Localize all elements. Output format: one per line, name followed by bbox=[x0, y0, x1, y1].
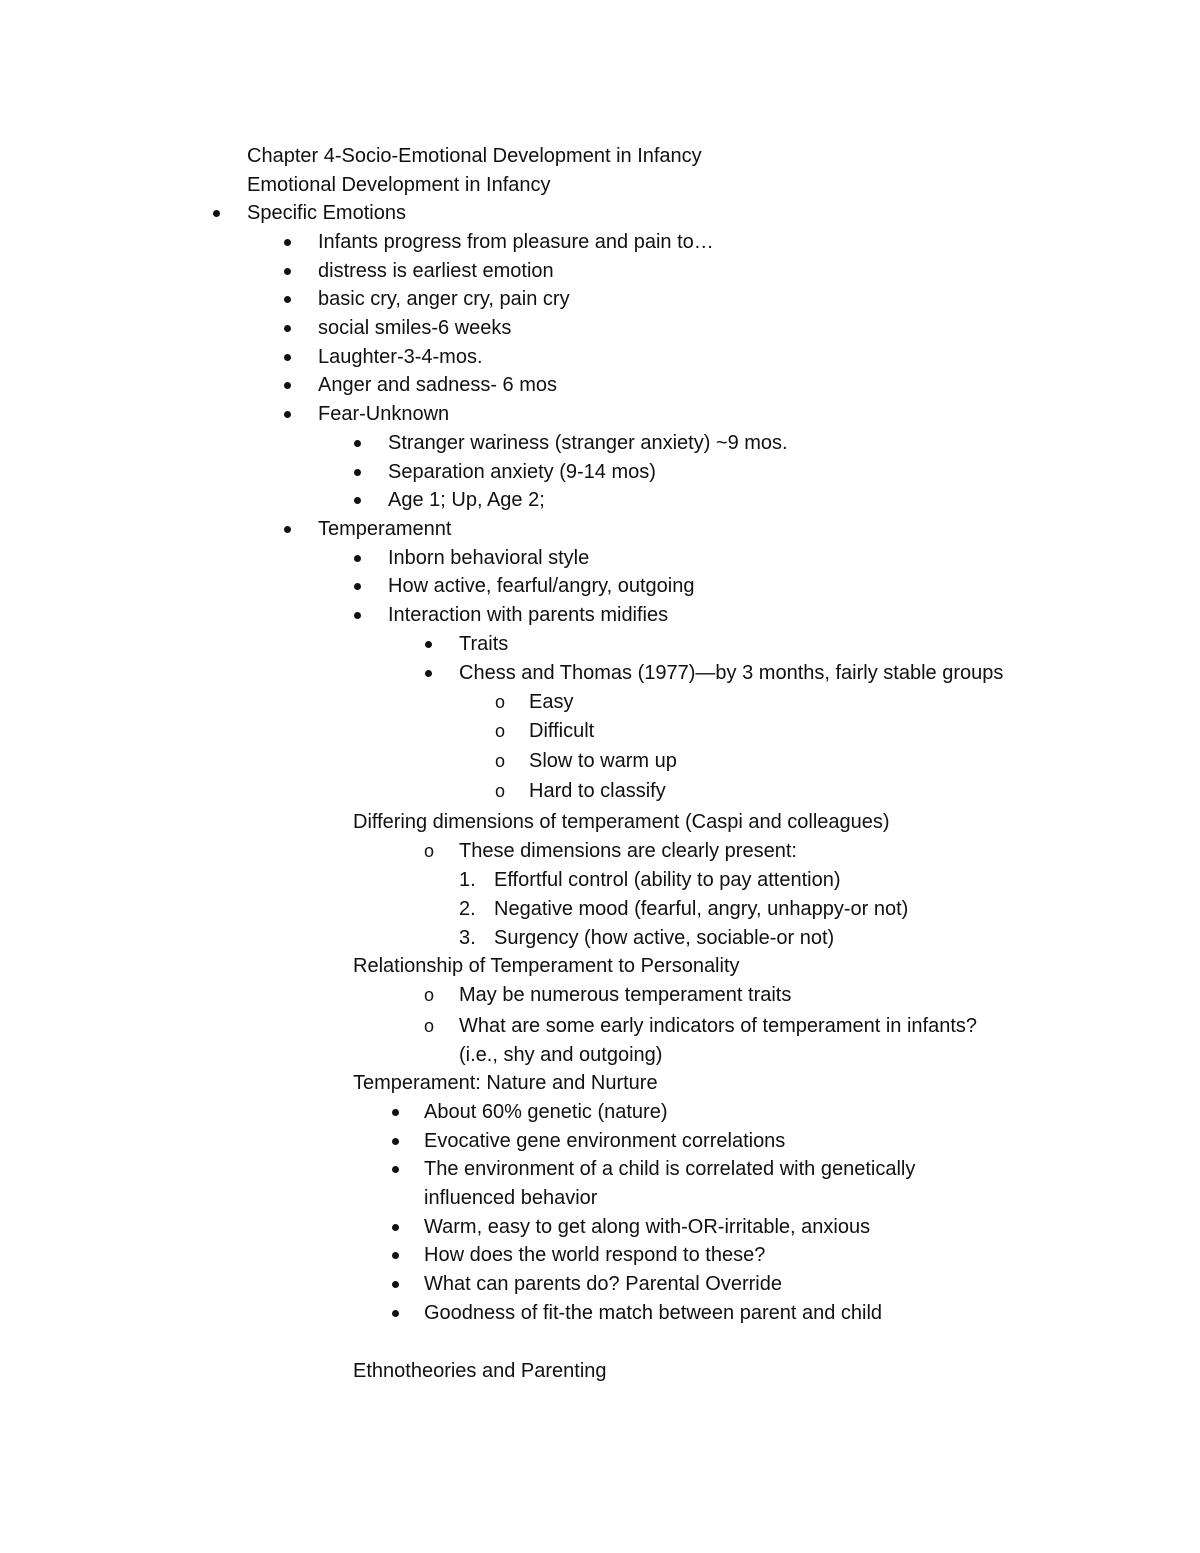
specific-emotions-label: Specific Emotions bbox=[247, 202, 406, 224]
list-item: Warm, easy to get along with-OR-irritable, anxious bbox=[424, 1216, 871, 1238]
list-item: Traits bbox=[459, 633, 509, 655]
bullet-icon bbox=[284, 239, 291, 246]
list-item: Effortful control (ability to pay attention) bbox=[494, 869, 841, 891]
bullet-icon bbox=[392, 1252, 399, 1259]
bullet-icon bbox=[284, 411, 291, 418]
bullet-icon bbox=[213, 210, 220, 217]
list-item: Negative mood (fearful, angry, unhappy-or not) bbox=[494, 898, 909, 920]
circle-bullet-icon: o bbox=[495, 721, 506, 741]
list-number: 1. bbox=[459, 869, 476, 891]
list-item: Infants progress from pleasure and pain to… bbox=[318, 231, 714, 253]
bullet-icon bbox=[354, 469, 361, 476]
list-item: Easy bbox=[529, 691, 574, 713]
bullet-icon bbox=[284, 526, 291, 533]
circle-bullet-icon: o bbox=[495, 781, 506, 801]
nature-nurture-heading: Temperament: Nature and Nurture bbox=[353, 1072, 658, 1094]
list-item: The environment of a child is correlated with genetically bbox=[424, 1158, 916, 1180]
chapter-title: Chapter 4-Socio-Emotional Development in Infancy bbox=[247, 145, 702, 167]
list-item: Hard to classify bbox=[529, 780, 666, 802]
bullet-icon bbox=[284, 354, 291, 361]
bullet-icon bbox=[392, 1109, 399, 1116]
list-item: Stranger wariness (stranger anxiety) ~9 mos. bbox=[388, 432, 788, 454]
bullet-icon bbox=[284, 268, 291, 275]
circle-bullet-icon: o bbox=[495, 692, 506, 712]
list-item-continuation: influenced behavior bbox=[424, 1187, 598, 1209]
bullet-icon bbox=[354, 555, 361, 562]
list-item: Anger and sadness- 6 mos bbox=[318, 374, 558, 396]
bullet-icon bbox=[392, 1138, 399, 1145]
list-item: Interaction with parents midifies bbox=[388, 604, 669, 626]
section-title: Emotional Development in Infancy bbox=[247, 174, 551, 196]
circle-bullet-icon: o bbox=[424, 1016, 435, 1036]
bullet-icon bbox=[354, 497, 361, 504]
bullet-icon bbox=[425, 641, 432, 648]
list-item: How active, fearful/angry, outgoing bbox=[388, 575, 695, 597]
list-item: Inborn behavioral style bbox=[388, 547, 590, 569]
list-item: Slow to warm up bbox=[529, 750, 677, 772]
bullet-icon bbox=[284, 325, 291, 332]
circle-bullet-icon: o bbox=[424, 841, 435, 861]
dimensions-heading: Differing dimensions of temperament (Caspi and colleagues) bbox=[353, 811, 890, 833]
list-item: social smiles-6 weeks bbox=[318, 317, 512, 339]
list-item: How does the world respond to these? bbox=[424, 1244, 766, 1266]
list-item: Age 1; Up, Age 2; bbox=[388, 489, 545, 511]
circle-bullet-icon: o bbox=[495, 751, 506, 771]
list-item: Goodness of fit-the match between parent and child bbox=[424, 1302, 883, 1324]
list-item: May be numerous temperament traits bbox=[459, 984, 792, 1006]
list-item: Difficult bbox=[529, 720, 595, 742]
bullet-icon bbox=[354, 583, 361, 590]
bullet-icon bbox=[425, 670, 432, 677]
list-item: What are some early indicators of temperament in infants? bbox=[459, 1015, 978, 1037]
list-item: Evocative gene environment correlations bbox=[424, 1130, 786, 1152]
bullet-icon bbox=[392, 1224, 399, 1231]
bullet-icon bbox=[284, 382, 291, 389]
list-number: 2. bbox=[459, 898, 476, 920]
list-item: Chess and Thomas (1977)—by 3 months, fairly stable groups bbox=[459, 662, 1004, 684]
bullet-icon bbox=[392, 1310, 399, 1317]
list-item: Separation anxiety (9-14 mos) bbox=[388, 461, 656, 483]
list-item: Laughter-3-4-mos. bbox=[318, 346, 483, 368]
list-item-continuation: (i.e., shy and outgoing) bbox=[459, 1044, 663, 1066]
circle-bullet-icon: o bbox=[424, 985, 435, 1005]
ethnotheories-heading: Ethnotheories and Parenting bbox=[353, 1360, 607, 1382]
list-item: distress is earliest emotion bbox=[318, 260, 554, 282]
bullet-icon bbox=[392, 1166, 399, 1173]
list-item: Temperamennt bbox=[318, 518, 452, 540]
list-item: What can parents do? Parental Override bbox=[424, 1273, 782, 1295]
list-item: These dimensions are clearly present: bbox=[459, 840, 797, 862]
bullet-icon bbox=[284, 296, 291, 303]
bullet-icon bbox=[354, 440, 361, 447]
bullet-icon bbox=[392, 1281, 399, 1288]
list-number: 3. bbox=[459, 927, 476, 949]
bullet-icon bbox=[354, 612, 361, 619]
list-item: Fear-Unknown bbox=[318, 403, 450, 425]
list-item: basic cry, anger cry, pain cry bbox=[318, 288, 570, 310]
personality-heading: Relationship of Temperament to Personality bbox=[353, 955, 740, 977]
list-item: About 60% genetic (nature) bbox=[424, 1101, 668, 1123]
list-item: Surgency (how active, sociable-or not) bbox=[494, 927, 835, 949]
